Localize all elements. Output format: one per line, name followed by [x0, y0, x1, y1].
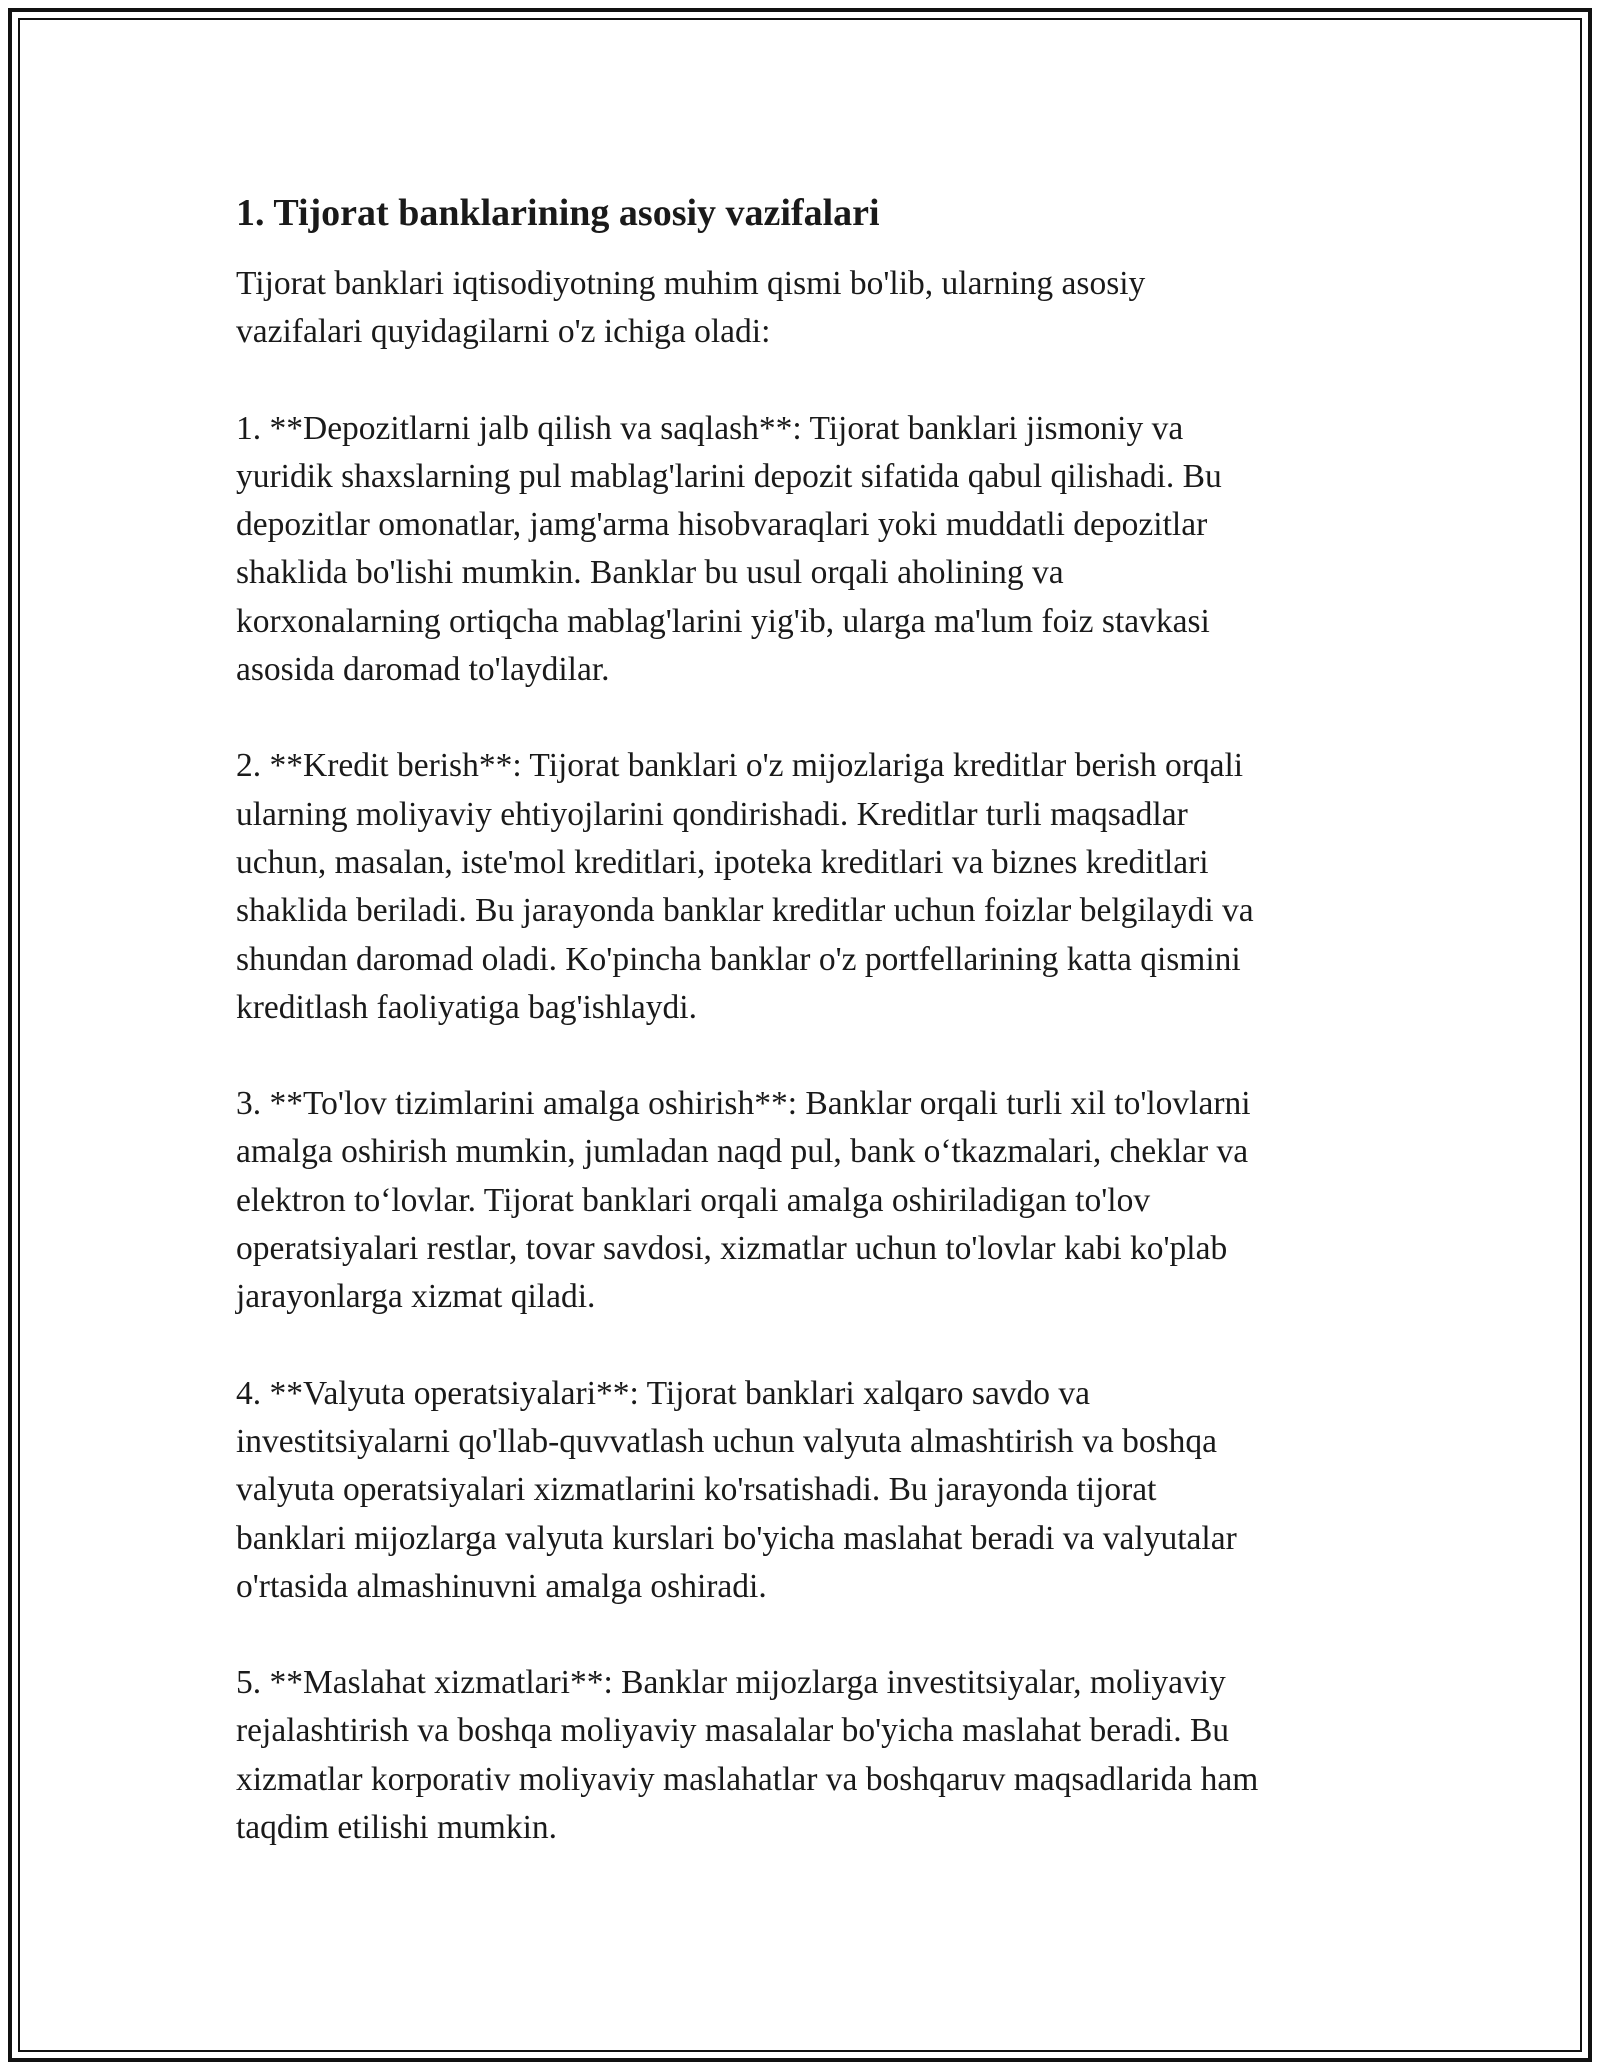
paragraph-credit: 2. **Kredit berish**: Tijorat banklari o'z mijozlariga kreditlar berish orqali ularning moliyaviy ehtiyojlarini qondirishadi. Kreditlar turli maqsadlar uchun, masalan, iste'mol kreditlari, ipoteka kreditlari va biznes kreditlari shaklida beriladi. Bu jarayonda banklar kreditlar uchun foizlar belgilaydi va shundan daromad oladi. Ko'pincha banklar o'z portfellarining katta qismini kreditlash faoliyatiga bag'ishlaydi.: [236, 747, 1254, 1026]
paragraph-payments: 3. **To'lov tizimlarini amalga oshirish**: Banklar orqali turli xil to'lovlarni amalga oshirish mumkin, jumladan naqd pul, bank o‘tkazmalari, cheklar va elektron to‘lovlar. Tijorat banklari orqali amalga oshiriladigan to'lov operatsiyalari restlar, tovar savdosi, xizmatlar uchun to'lovlar kabi ko'plab jarayonlarga xizmat qiladi.: [236, 1085, 1251, 1316]
section-heading: 1. Tijorat banklarining asosiy vazifalari: [236, 192, 880, 234]
document-body: [236, 188, 1376, 1900]
paragraph-deposits: 1. **Depozitlarni jalb qilish va saqlash**: Tijorat banklari jismoniy va yuridik shaxslarning pul mablag'larini depozit sifatida qabul qilishadi. Bu depozitlar omonatlar, jamg'arma hisobvaraqlari yoki muddatli depozitlar shaklida bo'lishi mumkin. Banklar bu usul orqali aholining va korxonalarning ortiqcha mablag'larini yig'ib, ularga ma'lum foiz stavkasi asosida daromad to'laydilar.: [236, 409, 1222, 689]
paragraph-currency: 4. **Valyuta operatsiyalari**: Tijorat banklari xalqaro savdo va investitsiyalarni qo'llab-quvvatlash uchun valyuta almashtirish va boshqa valyuta operatsiyalari xizmatlarini ko'rsatishadi. Bu jarayonda tijorat banklari mijozlarga valyuta kurslari bo'yicha maslahat beradi va valyutalar o'rtasida almashinuvni amalga oshiradi.: [236, 1374, 1237, 1605]
paragraph-advisory: 5. **Maslahat xizmatlari**: Banklar mijozlarga investitsiyalar, moliyaviy rejalashtirish va boshqa moliyaviy masalalar bo'yicha maslahat beradi. Bu xizmatlar korporativ moliyaviy maslahatlar va boshqaruv maqsadlarida ham taqdim etilishi mumkin.: [236, 1664, 1259, 1847]
intro-paragraph: Tijorat banklari iqtisodiyotning muhim qismi bo'lib, ularning asosiy vazifalari quyidagilarni o'z ichiga oladi:: [236, 265, 1146, 351]
